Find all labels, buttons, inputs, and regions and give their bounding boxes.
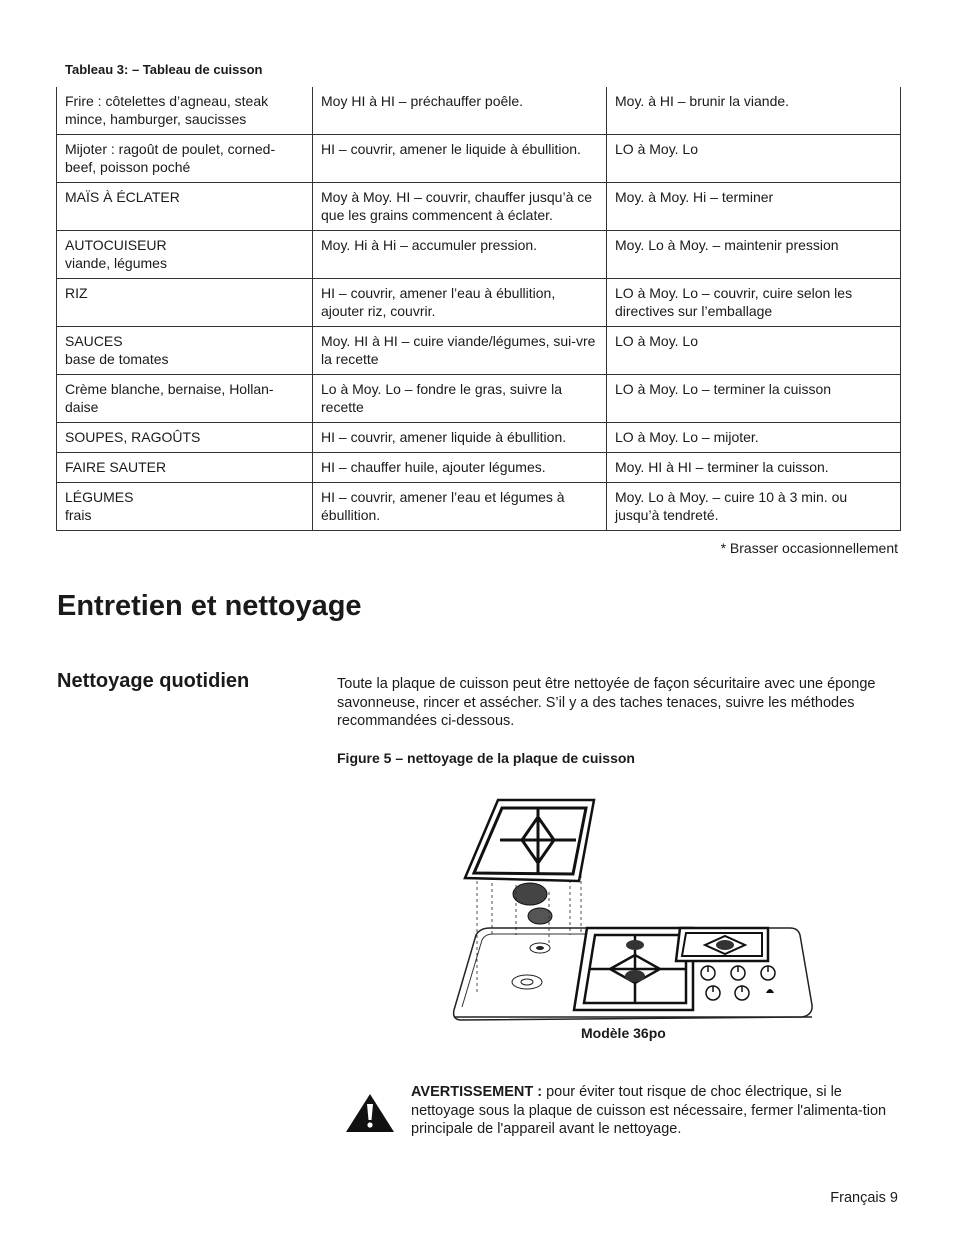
table-caption: Tableau 3: – Tableau de cuisson — [65, 62, 263, 77]
table-cell: Crème blanche, bernaise, Hollan-daise — [57, 375, 313, 423]
table-row — [57, 375, 901, 423]
table-cell: Moy. à HI – brunir la viande. — [607, 87, 901, 135]
table-cell: LO à Moy. Lo – couvrir, cuire selon les directives sur l’emballage — [607, 279, 901, 327]
table-cell: Mijoter : ragoût de poulet, corned-beef, poisson poché — [57, 135, 313, 183]
cooking-table — [56, 87, 901, 531]
page-footer: Français 9 — [830, 1190, 898, 1206]
table-cell: Moy. Lo à Moy. – maintenir pression — [607, 231, 901, 279]
table-cell: RIZ — [57, 279, 313, 327]
cooktop-illustration — [450, 795, 820, 1023]
table-cell: HI – couvrir, amener liquide à ébullition. — [313, 423, 607, 453]
table-cell: HI – couvrir, amener l’eau et légumes à ébullition. — [313, 483, 607, 531]
table-cell: SOUPES, RAGOÛTS — [57, 423, 313, 453]
section-title: Entretien et nettoyage — [57, 590, 362, 622]
table-cell: Moy. à Moy. Hi – terminer — [607, 183, 901, 231]
figure-caption: Figure 5 – nettoyage de la plaque de cuisson — [337, 750, 635, 766]
table-cell: LO à Moy. Lo – terminer la cuisson — [607, 375, 901, 423]
table-cell: HI – couvrir, amener l’eau à ébullition, ajouter riz, couvrir. — [313, 279, 607, 327]
table-cell: HI – chauffer huile, ajouter légumes. — [313, 453, 607, 483]
warning-label: AVERTISSEMENT : — [411, 1084, 543, 1100]
table-cell: Moy. Lo à Moy. – cuire 10 à 3 min. ou jusqu’à tendreté. — [607, 483, 901, 531]
model-label: Modèle 36po — [581, 1025, 666, 1041]
table-row — [57, 327, 901, 375]
intro-paragraph: Toute la plaque de cuisson peut être nettoyée de façon sécuritaire avec une éponge savonneuse, rincer et assécher. S’il y a des taches tenaces, suivre les méthodes recommandées ci-dessous. — [337, 676, 876, 729]
table-row — [57, 135, 901, 183]
table-row — [57, 183, 901, 231]
table-cell: AUTOCUISEUR viande, légumes — [57, 231, 313, 279]
table-cell: Frire : côtelettes d’agneau, steak mince, hamburger, saucisses — [57, 87, 313, 135]
table-cell: LO à Moy. Lo – mijoter. — [607, 423, 901, 453]
table-row — [57, 483, 901, 531]
section-subtitle: Nettoyage quotidien — [57, 670, 250, 692]
table-cell: Moy. Hi à Hi – accumuler pression. — [313, 231, 607, 279]
table-cell: Moy HI à HI – préchauffer poêle. — [313, 87, 607, 135]
table-cell: FAIRE SAUTER — [57, 453, 313, 483]
table-cell: Moy. HI à HI – terminer la cuisson. — [607, 453, 901, 483]
table-cell: MAÏS À ÉCLATER — [57, 183, 313, 231]
warning-triangle-icon — [345, 1093, 395, 1133]
warning-text: pour éviter tout risque de choc électrique, si le nettoyage sous la plaque de cuisson est nécessaire, fermer l'alimenta-tion principale de l'appareil avant le nettoyage. — [411, 1084, 887, 1137]
table-cell: LO à Moy. Lo — [607, 327, 901, 375]
table-cell: SAUCES base de tomates — [57, 327, 313, 375]
table-row — [57, 231, 901, 279]
table-cell: LÉGUMES frais — [57, 483, 313, 531]
table-cell: Moy. HI à HI – cuire viande/légumes, sui-vre la recette — [313, 327, 607, 375]
warning-paragraph — [411, 1083, 906, 1139]
table-cell: LO à Moy. Lo — [607, 135, 901, 183]
table-note: * Brasser occasionnellement — [720, 540, 898, 556]
table-cell: Lo à Moy. Lo – fondre le gras, suivre la recette — [313, 375, 607, 423]
table-row — [57, 423, 901, 453]
table-cell: HI – couvrir, amener le liquide à ébullition. — [313, 135, 607, 183]
table-cell: Moy à Moy. HI – couvrir, chauffer jusqu’à ce que les grains commencent à éclater. — [313, 183, 607, 231]
table-row — [57, 453, 901, 483]
table-row — [57, 279, 901, 327]
table-row — [57, 87, 901, 135]
